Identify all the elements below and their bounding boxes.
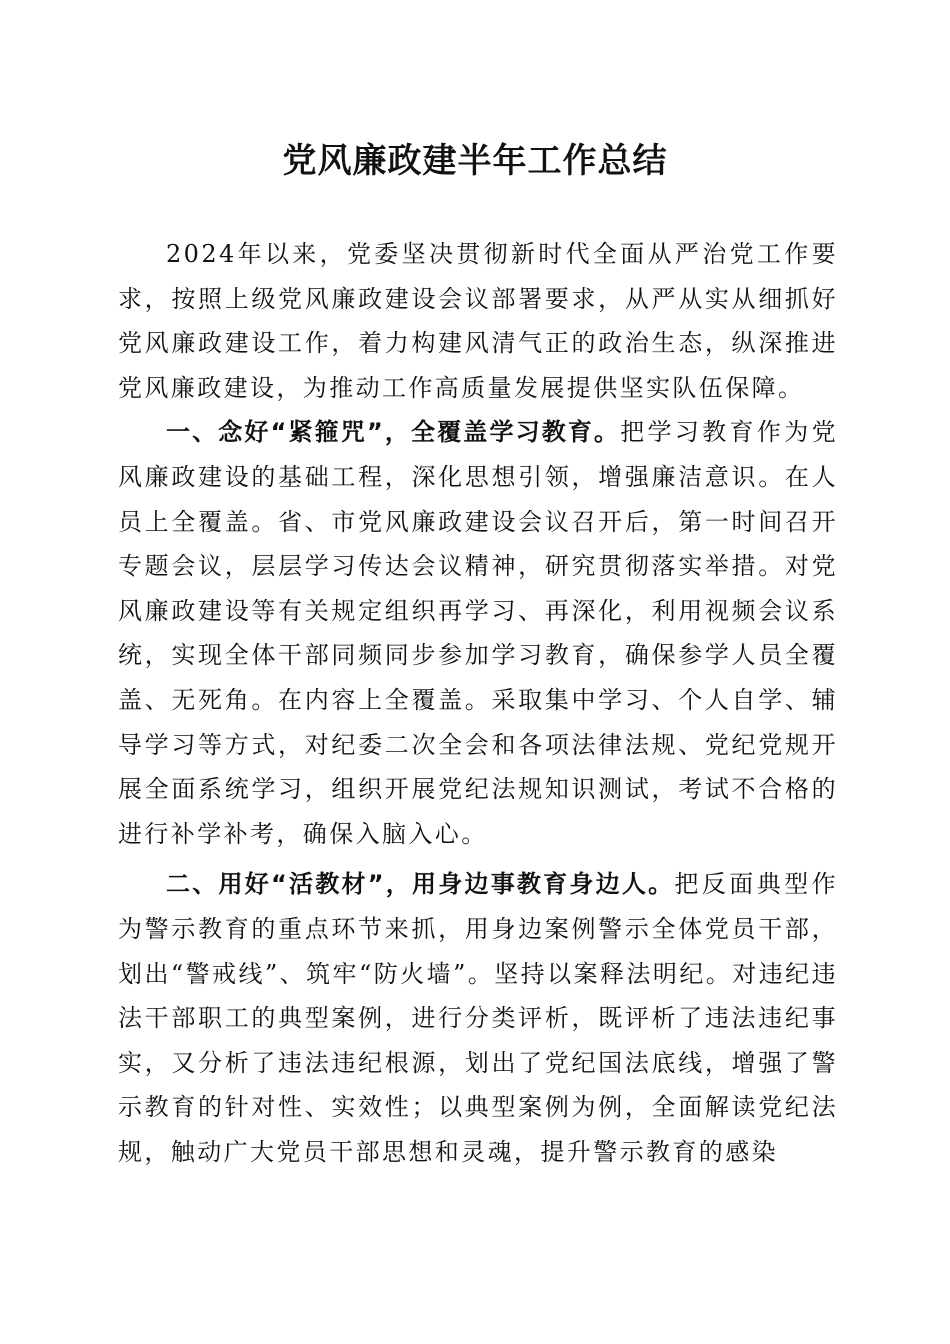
- document-title: 党风廉政建半年工作总结: [282, 141, 668, 181]
- section-1-heading: 一、念好“紧箍咒”，全覆盖学习教育。: [166, 418, 621, 447]
- paragraph-section-2: [118, 862, 838, 1174]
- paragraph-intro: [118, 232, 838, 410]
- section-2-text: 把反面典型作为警示教育的重点环节来抓，用身边案例警示全体党员干部，划出“警戒线”、筑牢“防火墙”。坚持以案释法明纪。对违纪违法干部职工的典型案例，进行分类评析，既评析了违法违纪事实，又分析了违法违纪根源，划出了党纪国法底线，增强了警示教育的针对性、实效性；以典型案例为例，全面解读党纪法规，触动广大党员干部思想和灵魂，提升警示教育的感染: [118, 870, 838, 1166]
- paragraph-intro-text: 2024年以来，党委坚决贯彻新时代全面从严治党工作要求，按照上级党风廉政建设会议部署要求，从严从实从细抓好党风廉政建设工作，着力构建风清气正的政治生态，纵深推进党风廉政建设，为推动工作高质量发展提供坚实队伍保障。: [118, 240, 838, 402]
- section-1-text: 把学习教育作为党风廉政建设的基础工程，深化思想引领，增强廉洁意识。在人员上全覆盖。省、市党风廉政建设会议召开后，第一时间召开专题会议，层层学习传达会议精神，研究贯彻落实举措。对党风廉政建设等有关规定组织再学习、再深化，利用视频会议系统，实现全体干部同频同步参加学习教育，确保参学人员全覆盖、无死角。在内容上全覆盖。采取集中学习、个人自学、辅导学习等方式，对纪委二次全会和各项法律法规、党纪党规开展全面系统学习，组织开展党纪法规知识测试，考试不合格的进行补学补考，确保入脑入心。: [118, 418, 838, 848]
- section-2-heading: 二、用好“活教材”，用身边事教育身边人。: [166, 870, 675, 899]
- paragraph-section-1: [118, 410, 838, 856]
- document-body: [118, 232, 838, 1174]
